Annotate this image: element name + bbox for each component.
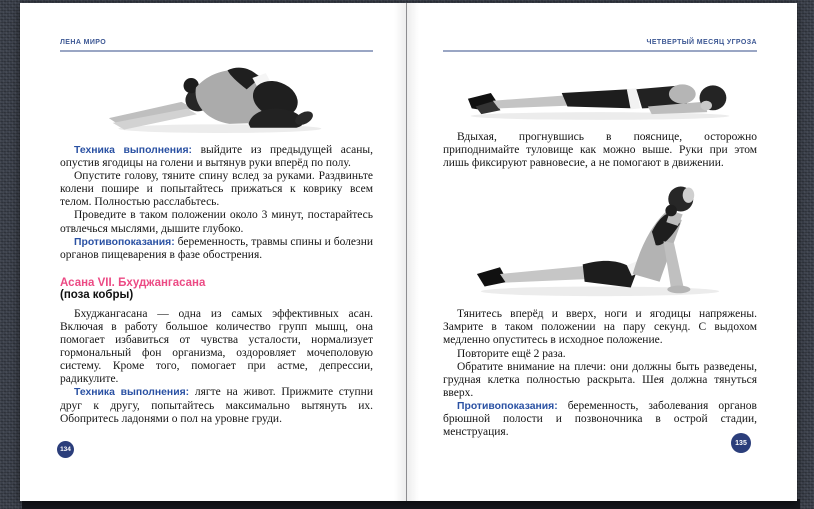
running-head-right bbox=[443, 3, 757, 52]
paragraph bbox=[443, 308, 757, 347]
page-number-badge bbox=[57, 441, 74, 458]
paragraph-technique-1 bbox=[60, 144, 373, 170]
asana-heading bbox=[60, 277, 373, 302]
page-number-badge bbox=[731, 433, 751, 453]
figure-prone-lying bbox=[443, 66, 757, 122]
lead-contraindications: Противопоказания: bbox=[457, 400, 558, 412]
page-left bbox=[20, 3, 407, 501]
paragraph-text: Тянитесь вперёд и вверх, ноги и ягодицы напряжены. Замрите в таком положении на пару секунд. С выдохом медленно опуститесь в исходное положение. bbox=[443, 308, 757, 347]
paragraph bbox=[60, 209, 373, 235]
figure-childs-pose bbox=[60, 62, 373, 136]
page-number: 135 bbox=[735, 439, 747, 447]
cobra-pose-photo bbox=[475, 174, 725, 299]
childs-pose-photo bbox=[107, 62, 327, 136]
running-head-left-text: ЛЕНА МИРО bbox=[60, 39, 107, 46]
running-head-left bbox=[60, 3, 373, 52]
paragraph-text: Опустите голову, тяните спину вслед за руками. Раздвиньте колени пошире и попытайтесь прижаться к коврику всем телом. Полностью расслабьтесь. bbox=[60, 170, 373, 209]
book-spread bbox=[20, 3, 797, 501]
lead-technique: Техника выполнения: bbox=[74, 387, 190, 399]
paragraph-text: Вдыхая, прогнувшись в пояснице, осторожно приподнимайте туловище как можно выше. Руки при этом лишь фиксируют равновесие, а не помогают в движении. bbox=[443, 131, 757, 170]
paragraph-text: Бхуджангасана — одна из самых эффективных асан. Включая в работу большое количество групп мышц, она помогает избавиться от чувства усталости, нормализует гормональный фон организма, оздоровляет мочеполовую систему. Кроме того, помогает при астме, депрессии, радикулите. bbox=[60, 307, 373, 386]
paragraph-text: Обратите внимание на плечи: они должны быть разведены, грудная клетка полностью раскрыта. Шея должна тянуться вверх. bbox=[443, 360, 757, 399]
paragraph bbox=[443, 131, 757, 170]
running-head-right-text: ЧЕТВЕРТЫЙ МЕСЯЦ УГРОЗА bbox=[646, 39, 757, 46]
paragraph-text: беременность, травмы спины и болезни органов пищеварения в фазе обострения. bbox=[60, 235, 373, 261]
asana-subtitle: (поза кобры) bbox=[60, 289, 134, 302]
prone-lying-photo bbox=[466, 66, 734, 122]
lead-contraindications: Противопоказания: bbox=[74, 236, 175, 248]
paragraph-text: беременность, заболевания органов брюшной полости и позвоночника в острой стадии, менструация. bbox=[443, 399, 757, 439]
page-right bbox=[407, 3, 797, 501]
paragraph-technique-2 bbox=[60, 386, 373, 425]
paragraph bbox=[443, 361, 757, 400]
paragraph-repeat bbox=[443, 348, 757, 361]
paragraph-contraindications bbox=[443, 400, 757, 439]
paragraph-text: Повторите ещё 2 раза. bbox=[457, 347, 566, 360]
lead-technique: Техника выполнения: bbox=[74, 145, 192, 156]
paragraph-text: Проведите в таком положении около 3 минут, постарайтесь отвлечься мыслями, дышите глубоко. bbox=[60, 209, 373, 235]
asana-title: Асана VII. Бхуджангасана bbox=[60, 276, 206, 289]
paragraph bbox=[60, 170, 373, 209]
paragraph-text: лягте на живот. Прижмите ступни друг к другу, попытайтесь максимально вытянуть их. Обопритесь ладонями о пол на уровне груди. bbox=[60, 386, 373, 425]
page-number: 134 bbox=[60, 446, 71, 453]
paragraph bbox=[60, 308, 373, 387]
paragraph-text: выйдите из предыдущей асаны, опустив ягодицы на голени и вытянув руки вперёд по полу. bbox=[60, 144, 373, 170]
paragraph-contraindications bbox=[60, 236, 373, 262]
figure-cobra-pose bbox=[443, 174, 757, 299]
